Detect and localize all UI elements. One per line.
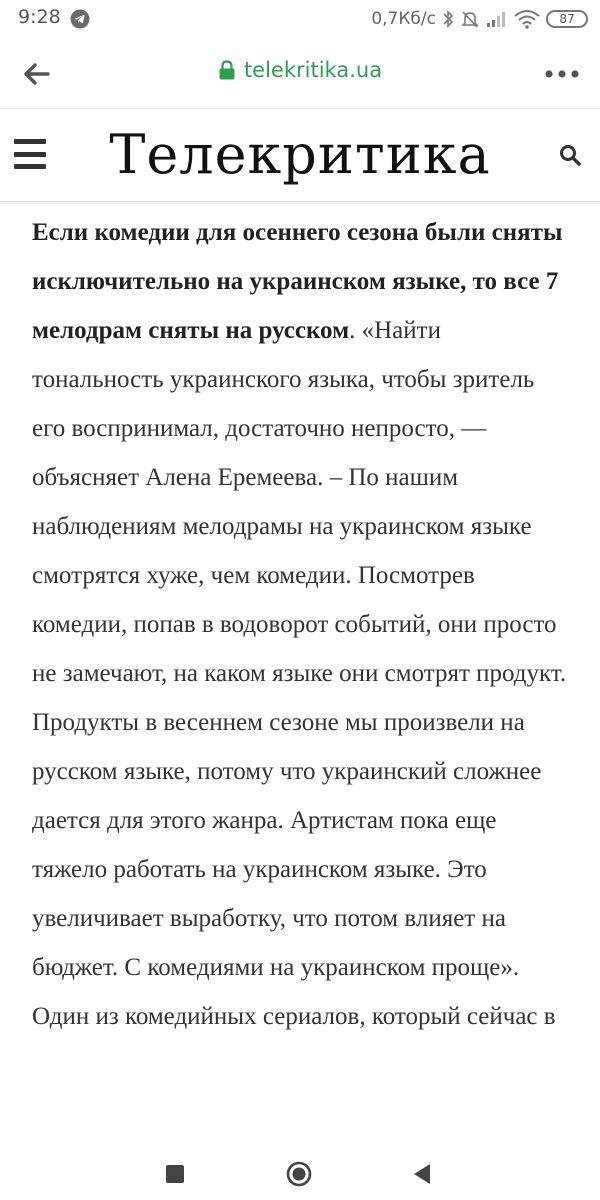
battery-level: 87: [559, 12, 575, 26]
wifi-icon: [514, 9, 540, 29]
article-body: [32, 208, 568, 1152]
url-text: telekritika.ua: [243, 58, 383, 82]
site-logo[interactable]: Телекритика: [109, 123, 491, 186]
bell-off-icon: [460, 9, 480, 29]
telegram-icon: [70, 9, 90, 29]
site-header: [0, 109, 600, 202]
lock-icon: [218, 60, 236, 80]
status-time: 9:28: [18, 6, 61, 28]
article-text: . «Найти тональность украинского языка, чтобы зритель его воспринимал, достаточно непросто, — объясняет Алена Еремеева. – По нашим наблюдениям мелодрамы на украинском языке смотрятся хуже, чем комедии. Посмотрев комедии, попав в водоворот событий, они просто не замечают, на каком языке они смотрят продукт. Продукты в весеннем сезоне мы произвели на русском языке, потому что украинский сложнее дается для этого жанра. Артистам пока еще тяжело работать на украинском языке. Это увеличивает выработку, что потом влияет на бюджет. С комедиями на украинском проще». Один из комедийных сериалов, который сейчас в: [32, 317, 567, 1030]
bluetooth-icon: [442, 9, 454, 29]
url-field[interactable]: [0, 58, 600, 82]
article-paragraph: [32, 208, 568, 1041]
status-indicators: [371, 6, 588, 32]
browser-address-bar: [0, 40, 600, 109]
status-bar: [0, 0, 600, 40]
recent-apps-button[interactable]: [166, 1165, 184, 1183]
search-icon[interactable]: [558, 143, 582, 167]
signal-icon: [486, 10, 508, 28]
more-options-button[interactable]: [542, 56, 582, 92]
system-navigation-bar: [0, 1152, 600, 1200]
battery-indicator: [546, 10, 588, 28]
nav-back-button[interactable]: [412, 1163, 432, 1185]
network-speed: 0,7Кб/с: [371, 9, 436, 29]
more-dots-icon: [544, 69, 580, 79]
article-bold-lead: Если комедии для осеннего сезона были сняты исключительно на украинском языке, то все 7 мелодрам сняты на русском: [32, 219, 563, 344]
home-button[interactable]: [286, 1161, 312, 1187]
